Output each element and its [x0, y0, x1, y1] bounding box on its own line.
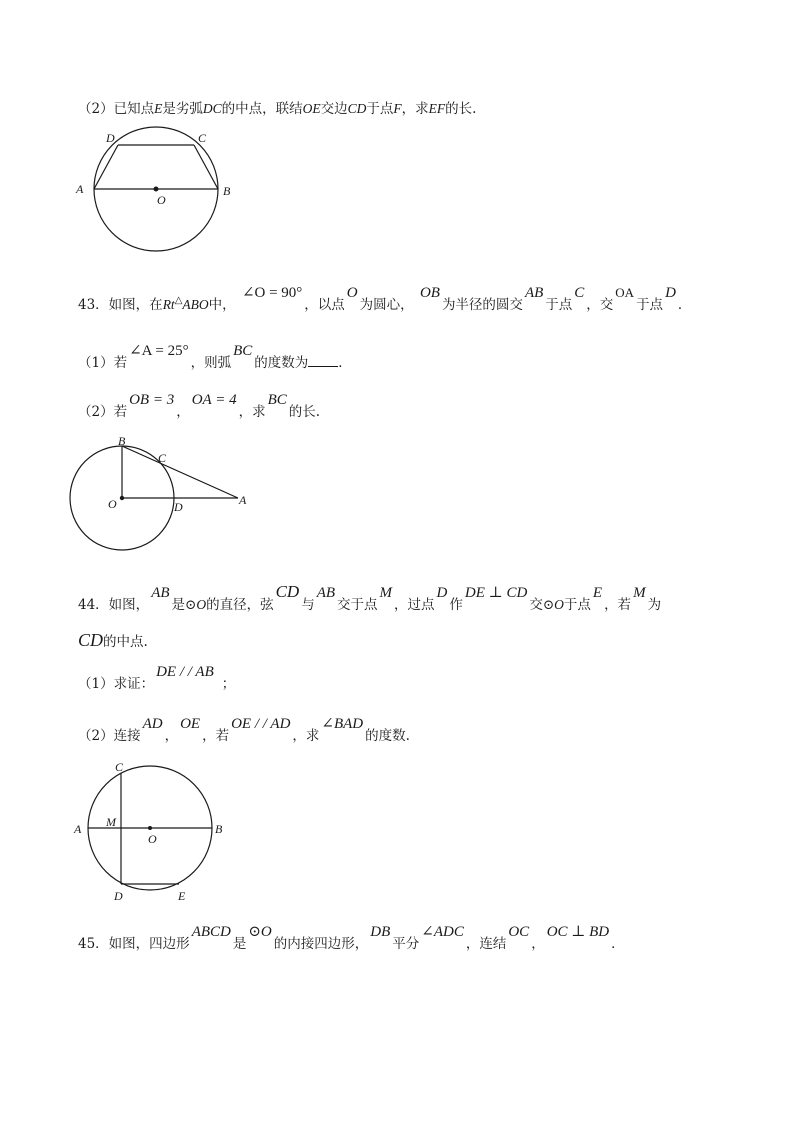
question-44: 44．如图，AB是⊙O的直径，弦CD与AB交于点M，过点D作DE ⊥ CD交⊙O于点E，若M为: [78, 582, 662, 613]
question-43-part2: （2）若OB = 3，OA = 4，求BC的长.: [78, 392, 321, 420]
label-E: E: [178, 889, 186, 903]
label-O: O: [108, 497, 117, 511]
question-44-line2: CD的中点.: [78, 630, 148, 650]
answer-blank: [308, 354, 338, 367]
question-43-part1: （1）若∠A = 25°，则弧BC的度数为 ．: [78, 343, 352, 371]
question-45: 45．如图，四边形ABCD是⊙O的内接四边形，DB平分∠ADC，连结OC，OC ⊥ BD．: [78, 924, 625, 952]
label-C: C: [158, 451, 167, 465]
label-C: C: [115, 760, 124, 774]
label-B: B: [215, 822, 223, 836]
label-A: A: [239, 493, 247, 507]
figure-circle-right-triangle: [62, 432, 262, 557]
figure-circle-chord: [70, 758, 240, 908]
label-D: D: [114, 889, 123, 903]
label-C: C: [198, 131, 207, 145]
label-D: D: [174, 500, 183, 514]
question-44-part2: （2）连接AD，OE，若OE / / AD，求∠BAD的度数.: [78, 716, 410, 744]
label-O: O: [157, 193, 166, 207]
figure-circle-trapezoid: [70, 125, 250, 260]
label-O: O: [148, 832, 157, 846]
prev-question-part2: （2）已知点E是劣弧DC的中点，联结OE交边CD于点F，求EF的长.: [78, 101, 477, 117]
label-B: B: [118, 434, 126, 448]
question-43: 43．如图，在Rt△ABO中， ∠O = 90°，以点O为圆心， OB为半径的圆交AB于点C，交OA于点D．: [78, 285, 692, 313]
label-A: A: [76, 182, 84, 196]
label-B: B: [223, 184, 231, 198]
question-44-part1: （1）求证：DE / / AB；: [78, 664, 236, 692]
label-M: M: [106, 815, 116, 829]
label-D: D: [106, 131, 115, 145]
label-A: A: [74, 822, 82, 836]
